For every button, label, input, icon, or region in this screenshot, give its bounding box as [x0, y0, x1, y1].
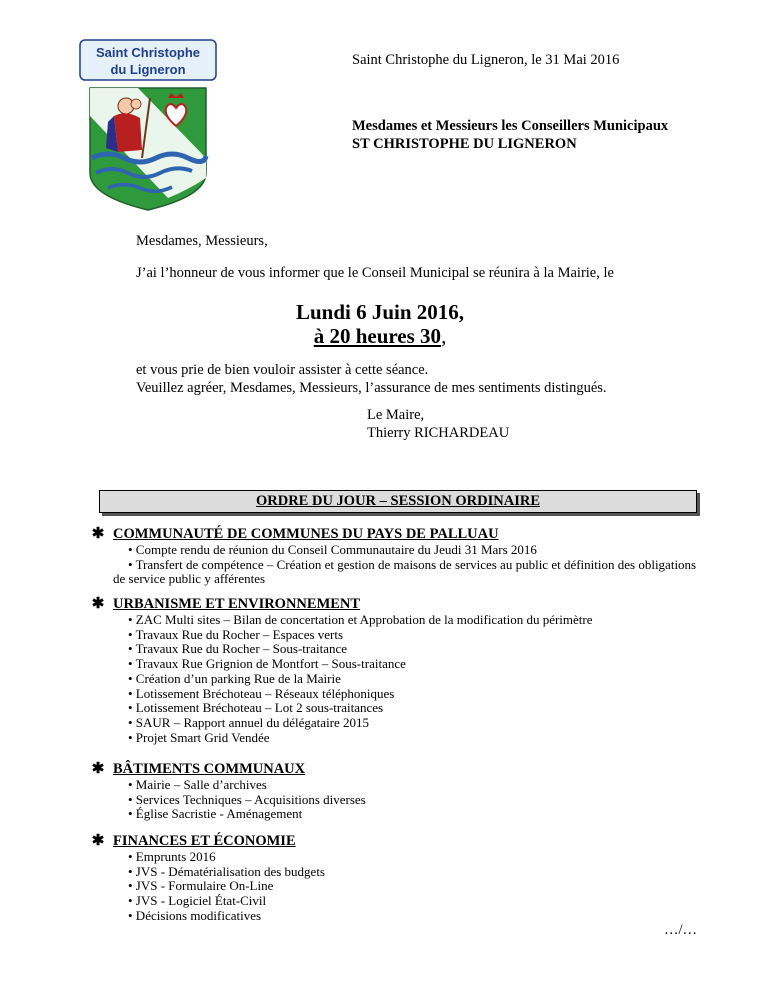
meeting-time	[0, 324, 764, 348]
section-title-row	[91, 833, 701, 850]
agenda-item: • Église Sacristie - Aménagement	[128, 806, 303, 822]
place-and-date: Saint Christophe du Ligneron, le 31 Mai 2016	[352, 52, 620, 68]
agenda-item: • Compte rendu de réunion du Conseil Communautaire du Jeudi 31 Mars 2016	[128, 542, 537, 557]
agenda-section	[91, 761, 701, 822]
signature-title: Le Maire,	[367, 407, 425, 423]
agenda-item: • Création d’un parking Rue de la Mairie	[128, 670, 341, 686]
section-title: BÂTIMENTS COMMUNAUX	[113, 761, 306, 777]
section-title: COMMUNAUTÉ DE COMMUNES DU PAYS DE PALLUAU	[113, 526, 499, 542]
agenda-item: • Mairie – Salle d’archives	[128, 777, 267, 792]
agenda-item: • Transfert de compétence – Création et gestion de maisons de services au public et définition des obligations de service public y afférentes	[113, 556, 697, 587]
section-title-row	[91, 526, 701, 543]
logo-text-line1: Saint Christophe	[95, 45, 201, 60]
intro-paragraph: J’ai l’honneur de vous informer que le Conseil Municipal se réunira à la Mairie, le	[136, 265, 614, 281]
recipient-line-1: Mesdames et Messieurs les Conseillers Municipaux	[352, 118, 669, 134]
meeting-date: Lundi 6 Juin 2016,	[295, 300, 465, 324]
agenda-item: • Services Techniques – Acquisitions diverses	[128, 791, 366, 807]
municipal-coat-of-arms-logo	[78, 38, 218, 214]
signature-name: Thierry RICHARDEAU	[367, 425, 510, 441]
continuation-marker: …/…	[664, 922, 698, 938]
agenda-item: • JVS - Logiciel État-Civil	[128, 893, 267, 909]
section-item-list	[91, 543, 701, 587]
agenda-item: • SAUR – Rapport annuel du délégataire 2015	[128, 714, 370, 730]
agenda-section	[91, 596, 701, 745]
asterisk-bullet-icon: ✱	[91, 526, 105, 542]
asterisk-bullet-icon: ✱	[91, 596, 105, 612]
agenda-item: • Travaux Rue du Rocher – Espaces verts	[128, 626, 344, 642]
agenda-item: • Lotissement Bréchoteau – Lot 2 sous-traitances	[128, 700, 384, 716]
closing-line-1: et vous prie de bien vouloir assister à cette séance.	[136, 362, 429, 378]
agenda-item: • Décisions modificatives	[128, 907, 262, 923]
agenda-section	[91, 526, 701, 587]
agenda-heading-box	[99, 490, 697, 513]
agenda-item: • Emprunts 2016	[128, 849, 216, 864]
section-title: FINANCES ET ÉCONOMIE	[113, 833, 296, 849]
asterisk-bullet-icon: ✱	[91, 833, 105, 849]
section-title-row	[91, 596, 701, 613]
section-item-list	[91, 778, 701, 822]
agenda-item: • ZAC Multi sites – Bilan de concertation et Approbation de la modification du périmètre	[128, 612, 593, 627]
closing-line-2: Veuillez agréer, Mesdames, Messieurs, l’assurance de mes sentiments distingués.	[136, 380, 607, 396]
agenda-item: • JVS - Formulaire On-Line	[128, 878, 274, 894]
agenda-heading: ORDRE DU JOUR – SESSION ORDINAIRE	[255, 493, 540, 509]
agenda-item: • Travaux Rue Grignion de Montfort – Sous-traitance	[128, 656, 406, 672]
logo-text-line2: du Ligneron	[110, 62, 186, 77]
agenda-item: • Lotissement Bréchoteau – Réseaux téléphoniques	[128, 685, 395, 701]
salutation: Mesdames, Messieurs,	[136, 233, 268, 249]
section-item-list	[91, 613, 701, 745]
agenda-section	[91, 833, 701, 924]
agenda-item: • Projet Smart Grid Vendée	[128, 729, 270, 745]
meeting-time-suffix: ,	[441, 324, 447, 348]
asterisk-bullet-icon: ✱	[91, 761, 105, 777]
agenda-item: • Travaux Rue du Rocher – Sous-traitance	[128, 641, 348, 657]
meeting-time-text: à 20 heures 30	[313, 324, 442, 348]
section-item-list	[91, 850, 701, 924]
section-title-row	[91, 761, 701, 778]
agenda-item: • JVS - Dématérialisation des budgets	[128, 863, 325, 879]
section-title: URBANISME ET ENVIRONNEMENT	[113, 596, 361, 612]
recipient-line-2: ST CHRISTOPHE DU LIGNERON	[352, 136, 577, 152]
